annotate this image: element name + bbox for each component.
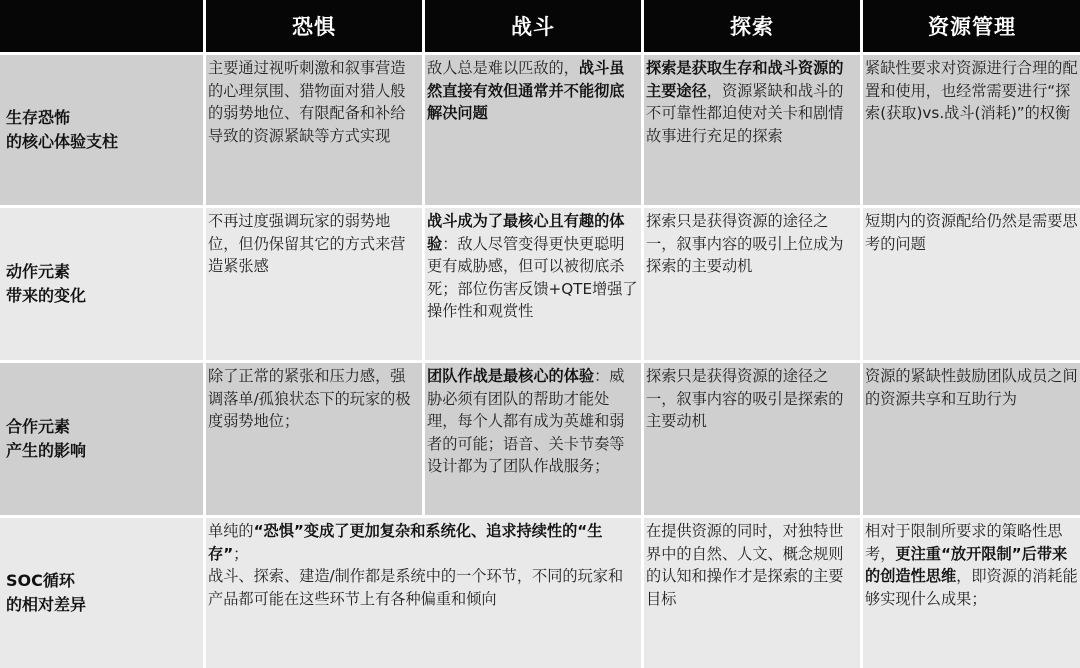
table-cell bbox=[206, 55, 422, 205]
emphasis-text: 更注重“放开限制”后带来的创造性思维 bbox=[865, 544, 1068, 586]
table-cell bbox=[863, 363, 1080, 515]
cell-text: ，资源紧缺和战斗的不可靠性都迫使对关卡和剧情故事进行充足的探索 bbox=[646, 81, 844, 145]
cell-text: 主要通过视听刺激和叙事营造的心理氛围、猎物面对猎人般的弱势地位、有限配备和补给导致的资源紧缺等方式实现 bbox=[208, 59, 406, 145]
emphasis-text: 战斗成为了最核心且有趣的体验 bbox=[427, 212, 625, 253]
column-header-fear: 恐惧 bbox=[206, 0, 422, 52]
cell-text: 紧缺性要求对资源进行合理的配置和使用，也经常需要进行“探索(获取)vs.战斗(消耗)”的权衡 bbox=[865, 59, 1078, 123]
table-cell bbox=[644, 363, 860, 515]
cell-text: 相对于限制所要求的策略性思考， bbox=[865, 522, 1063, 563]
column-header-resource-management: 资源管理 bbox=[863, 0, 1080, 52]
cell-text: 探索只是获得资源的途径之一，叙事内容的吸引是探索的主要动机 bbox=[646, 367, 844, 431]
cell-text: 短期内的资源配给仍然是需要思考的问题 bbox=[865, 212, 1078, 253]
table-cell bbox=[425, 208, 641, 360]
column-header-combat: 战斗 bbox=[425, 0, 641, 52]
emphasis-text: 探索是获取生存和战斗资源的主要途径 bbox=[646, 59, 844, 100]
cell-text: 单纯的 bbox=[208, 522, 254, 540]
cell-text: ：威胁必须有团队的帮助才能处理，每个人都有成为英雄和弱者的可能；语音、关卡节奏等设计都为了团队作战服务； bbox=[427, 367, 625, 476]
cell-text: ，即资源的消耗能够实现什么成果； bbox=[865, 567, 1078, 608]
table-cell bbox=[425, 55, 641, 205]
row-label-action-elements: 动作元素 带来的变化 bbox=[0, 208, 203, 360]
cell-text: 探索只是获得资源的途径之一，叙事内容的吸引上位成为探索的主要动机 bbox=[646, 212, 844, 276]
row-label-coop-elements: 合作元素 产生的影响 bbox=[0, 363, 203, 515]
cell-text: 敌人总是难以匹敌的， bbox=[427, 59, 579, 77]
cell-text: 在提供资源的同时，对独特世界中的自然、人文、概念规则的认知和操作才是探索的主要目标 bbox=[646, 522, 844, 608]
cell-text: 资源的紧缺性鼓励团队成员之间的资源共享和互助行为 bbox=[865, 367, 1078, 408]
table-cell bbox=[425, 363, 641, 515]
table-cell bbox=[644, 518, 860, 668]
cell-text: ； bbox=[233, 544, 249, 563]
table-cell bbox=[644, 55, 860, 205]
cell-text: 除了正常的紧张和压力感，强调落单/孤狼状态下的玩家的极度弱势地位； bbox=[208, 367, 411, 431]
column-header-exploration: 探索 bbox=[644, 0, 860, 52]
cell-text: 不再过度强调玩家的弱势地位，但仍保留其它的方式来营造紧张感 bbox=[208, 212, 406, 276]
table-cell bbox=[206, 363, 422, 515]
row-label-soc-loop: SOC循环 的相对差异 bbox=[0, 518, 203, 668]
table-cell-merged bbox=[206, 518, 641, 668]
emphasis-text: 战斗虽然直接有效但通常并不能彻底解决问题 bbox=[427, 59, 625, 123]
emphasis-text: 团队作战是最核心的体验 bbox=[427, 367, 595, 385]
cell-text: 战斗、探索、建造/制作都是系统中的一个环节，不同的玩家和产品都可能在这些环节上有各种偏重和倾向 bbox=[208, 567, 624, 608]
table-cell bbox=[206, 208, 422, 360]
table-cell bbox=[644, 208, 860, 360]
cell-text: ：敌人尽管变得更快更聪明更有威胁感，但可以被彻底杀死；部位伤害反馈+QTE增强了操作性和观赏性 bbox=[427, 234, 638, 321]
table-cell bbox=[863, 518, 1080, 668]
table-cell bbox=[863, 208, 1080, 360]
header-corner bbox=[0, 0, 203, 52]
emphasis-text: “恐惧”变成了更加复杂和系统化、追求持续性的“生存” bbox=[208, 522, 603, 563]
row-label-core-pillars: 生存恐怖 的核心体验支柱 bbox=[0, 55, 203, 205]
table-cell bbox=[863, 55, 1080, 205]
